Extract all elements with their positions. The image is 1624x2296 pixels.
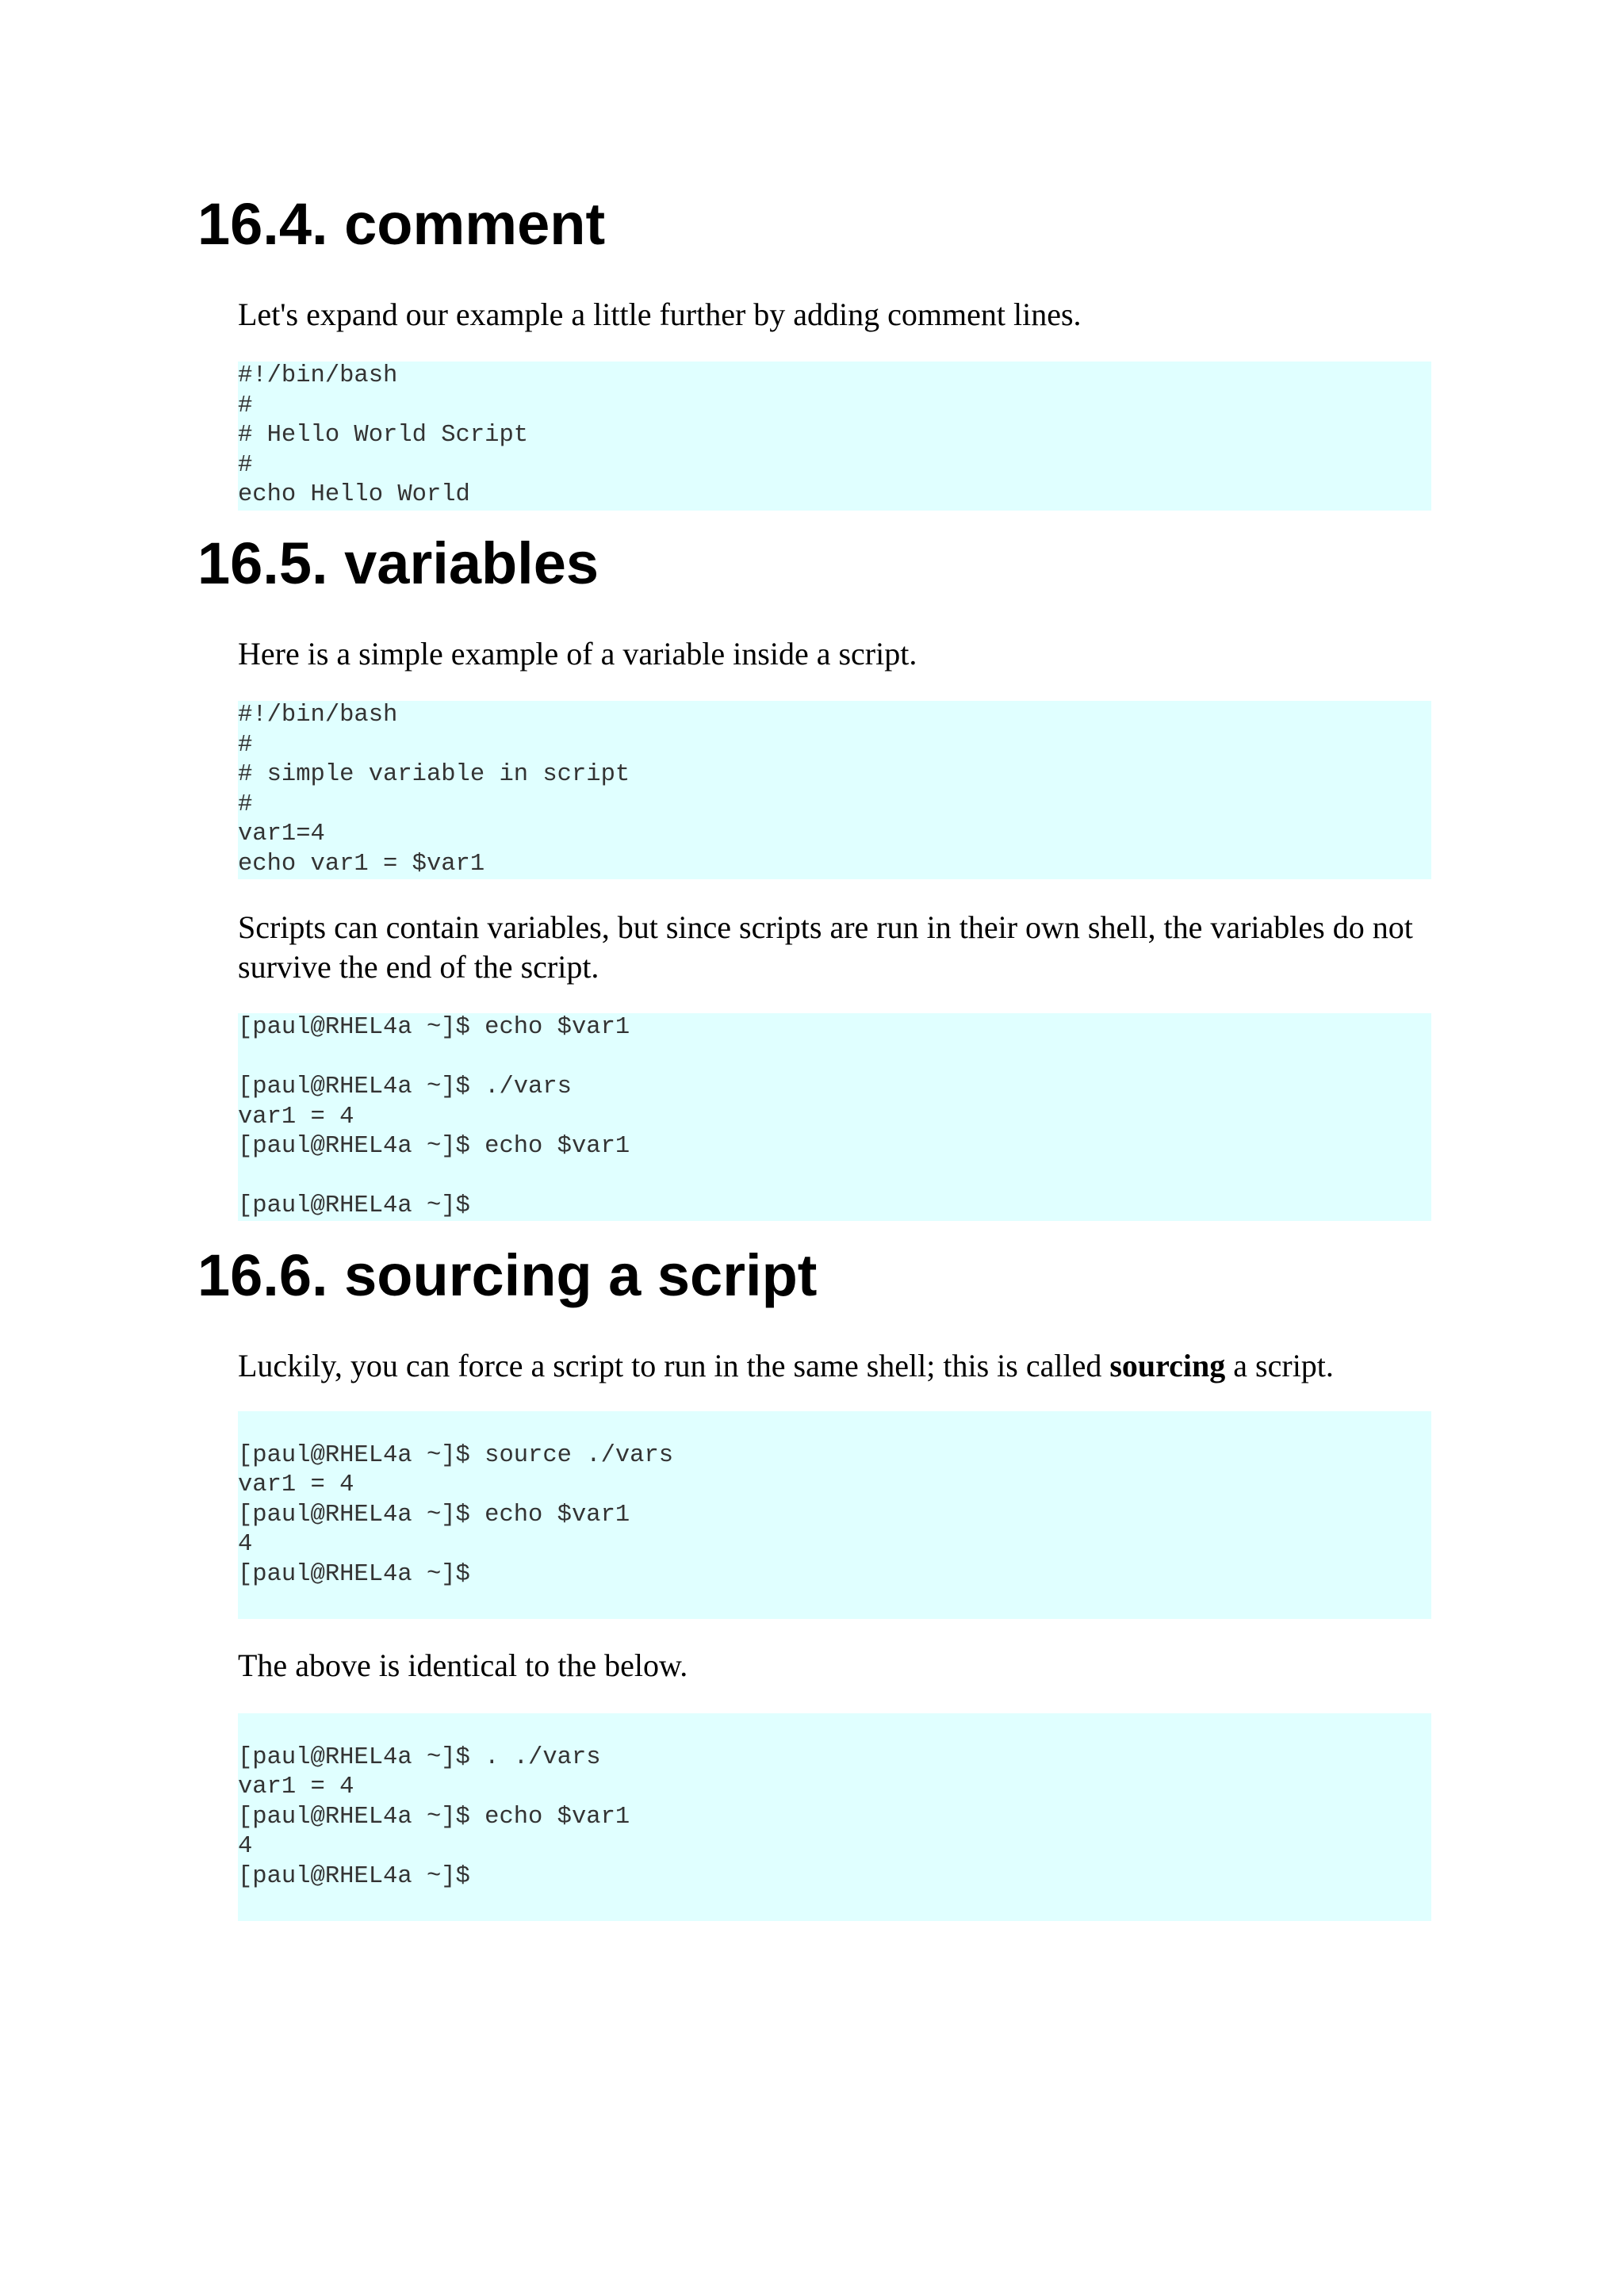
- code-line: var1 = 4: [238, 1774, 354, 1800]
- heading-comment: 16.4. comment: [197, 191, 606, 257]
- code-line: 4: [238, 1531, 253, 1558]
- sourcing-body: The above is identical to the below.: [238, 1647, 688, 1683]
- variables-intro: Here is a simple example of a variable inside a script.: [238, 636, 917, 672]
- code-line: [paul@RHEL4a ~]$: [238, 1192, 470, 1219]
- code-line: [paul@RHEL4a ~]$ . ./vars: [238, 1743, 601, 1771]
- code-line: #!/bin/bash: [238, 702, 398, 729]
- code-line: [paul@RHEL4a ~]$ echo $var1: [238, 1803, 630, 1831]
- code-line: [paul@RHEL4a ~]$ echo $var1: [238, 1014, 630, 1041]
- code-line: var1 = 4: [238, 1471, 354, 1498]
- code-line: [238, 1411, 1431, 1441]
- code-block-dot: [238, 1713, 1431, 1921]
- sourcing-term: sourcing: [1109, 1348, 1226, 1383]
- comment-intro: Let's expand our example a little further by adding comment lines.: [238, 297, 1082, 332]
- code-line: [paul@RHEL4a ~]$ ./vars: [238, 1073, 572, 1100]
- sourcing-intro-end: a script.: [1225, 1348, 1334, 1383]
- code-line: [paul@RHEL4a ~]$: [238, 1560, 470, 1588]
- code-line: [238, 1043, 1431, 1073]
- code-line: #!/bin/bash: [238, 362, 398, 389]
- code-block-vars-run: [238, 1013, 1431, 1221]
- code-line: echo var1 = $var1: [238, 850, 485, 878]
- code-line: [238, 1162, 1431, 1192]
- variables-body: Scripts can contain variables, but since scripts are run in their own shell, the variables do not survive the end of the script.: [238, 909, 1413, 985]
- code-block-variables: [238, 701, 1431, 879]
- code-block-source: [238, 1411, 1431, 1619]
- code-line: #: [238, 790, 253, 818]
- code-line: #: [238, 731, 253, 759]
- code-line: # Hello World Script: [238, 422, 529, 449]
- heading-sourcing: 16.6. sourcing a script: [197, 1242, 818, 1308]
- code-line: #: [238, 451, 253, 479]
- code-line: [paul@RHEL4a ~]$: [238, 1862, 470, 1890]
- sourcing-intro: [238, 1346, 1427, 1386]
- heading-variables: 16.5. variables: [197, 530, 599, 596]
- sourcing-intro-text: Luckily, you can force a script to run in the same shell; this is called: [238, 1348, 1110, 1383]
- code-line: var1=4: [238, 821, 325, 848]
- code-line: [238, 1590, 1431, 1620]
- code-line: var1 = 4: [238, 1103, 354, 1131]
- code-line: # simple variable in script: [238, 761, 630, 788]
- code-block-comment: [238, 362, 1431, 511]
- code-line: 4: [238, 1833, 253, 1860]
- code-line: echo Hello World: [238, 481, 470, 508]
- code-line: #: [238, 392, 253, 419]
- code-line: [238, 1892, 1431, 1922]
- code-line: [paul@RHEL4a ~]$ echo $var1: [238, 1133, 630, 1160]
- code-line: [238, 1713, 1431, 1743]
- code-line: [paul@RHEL4a ~]$ echo $var1: [238, 1501, 630, 1529]
- code-line: [paul@RHEL4a ~]$ source ./vars: [238, 1441, 674, 1469]
